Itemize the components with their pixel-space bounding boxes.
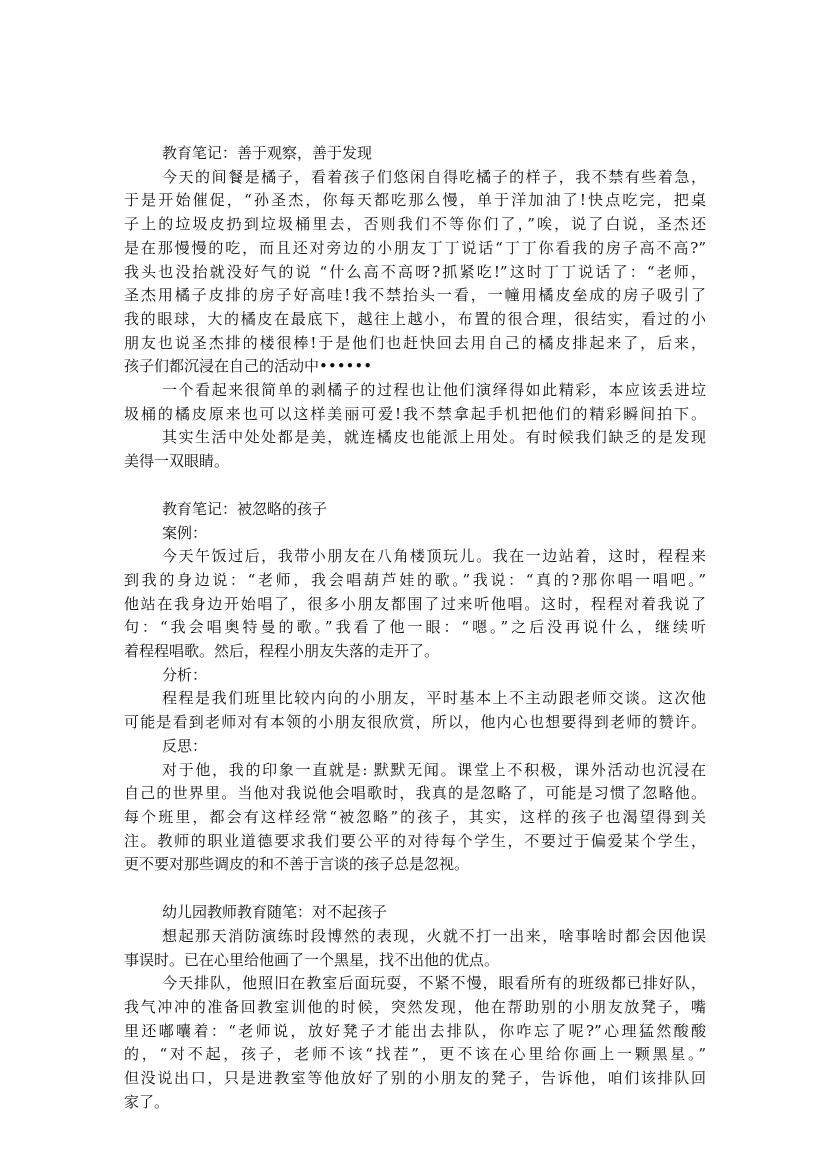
text-line: 想起那天消防演练时段博然的表现，火就不打一出来，啥事啥时都会因他误 [162, 926, 706, 945]
text-line: 案例： [162, 523, 208, 542]
text-line: 着程程唱歌。然后，程程小朋友失落的走开了。 [124, 642, 440, 661]
section-gap [124, 474, 706, 498]
text-line: 但没说出口，只是进教室等他放好了别的小朋友的凳子，告诉他，咱们该排队回 [124, 1069, 706, 1088]
text-line: 事误时。已在心里给他画了一个黑星，找不出他的优点。 [124, 950, 500, 969]
text-line: 我的眼球，大的橘皮在最底下，越往上越小，布置的很合理，很结实，看过的小 [124, 309, 706, 328]
section-gap [124, 877, 706, 901]
essay-section [124, 142, 706, 474]
text-line: 圣杰用橘子皮排的房子好高哇!我不禁抬头一看，一幢用橘皮垒成的房子吸引了 [124, 286, 706, 305]
text-line: 句：“我会唱奥特曼的歌。”我看了他一眼：“嗯。”之后没再说什么，继续听 [124, 618, 706, 637]
essay-title: 幼儿园教师教育随笔：对不起孩子 [162, 903, 388, 922]
text-line: 里还嘟囔着：“老师说，放好凳子才能出去排队，你咋忘了呢?”心理猛然酸酸 [124, 1021, 706, 1040]
text-line: 家了。 [124, 1092, 170, 1111]
document-body [124, 142, 706, 1114]
text-line: 对于他，我的印象一直就是: 默默无闻。课堂上不积极，课外活动也沉浸在 [162, 760, 706, 779]
text-line: 自己的世界里。当他对我说他会唱歌时，我真的是忽略了，可能是习惯了忽略他。 [124, 784, 706, 803]
text-line: 于是开始催促，“孙圣杰，你每天都吃那么慢，单于洋加油了!快点吃完，把桌 [124, 191, 706, 210]
text-line: 今天排队，他照旧在教室后面玩耍，不紧不慢，眼看所有的班级都已排好队， [162, 974, 706, 993]
text-line: 我头也没抬就没好气的说 “什么高不高呀?抓紧吃!”这时丁丁说话了：“老师， [124, 262, 706, 281]
text-line: 今天的间餐是橘子，看着孩子们悠闲自得吃橘子的样子，我不禁有些着急， [162, 167, 706, 186]
text-line: 每个班里，都会有这样经常“被忽略”的孩子，其实，这样的孩子也渴望得到关 [124, 807, 706, 826]
text-line: 圾桶的橘皮原来也可以这样美丽可爱!我不禁拿起手机把他们的精彩瞬间拍下。 [124, 404, 706, 423]
text-line: 孩子们都沉浸在自己的活动中•••••• [124, 357, 373, 376]
text-line: 更不要对那些调皮的和不善于言谈的孩子总是忽视。 [124, 855, 470, 874]
essay-section [124, 901, 706, 1114]
text-line: 的，“对不起，孩子，老师不该“找茬”，更不该在心里给你画上一颗黑星。” [124, 1045, 706, 1064]
text-line: 子上的垃圾皮扔到垃圾桶里去，否则我们不等你们了，”唉，说了白说，圣杰还 [124, 215, 706, 234]
essay-section [124, 498, 706, 877]
text-line: 我气冲冲的准备回教室训他的时候，突然发现，他在帮助别的小朋友放凳子，嘴 [124, 997, 706, 1016]
text-line: 其实生活中处处都是美，就连橘皮也能派上用处。有时候我们缺乏的是发现 [162, 428, 706, 447]
text-line: 分析： [162, 665, 208, 684]
text-line: 朋友也说圣杰排的楼很棒!于是他们也赶快回去用自己的橘皮排起来了，后来， [124, 333, 706, 352]
text-line: 反思： [162, 736, 208, 755]
text-line: 可能是看到老师对有本领的小朋友很欣赏，所以，他内心也想要得到老师的赞许。 [124, 713, 706, 732]
text-line: 今天午饭过后，我带小朋友在八角楼顶玩儿。我在一边站着，这时，程程来 [162, 547, 706, 566]
text-line: 美得一双眼睛。 [124, 452, 230, 471]
text-line: 到我的身边说：“老师，我会唱葫芦娃的歌。”我说：“真的?那你唱一唱吧。” [124, 570, 706, 589]
text-line: 程程是我们班里比较内向的小朋友，平时基本上不主动跟老师交谈。这次他 [162, 689, 706, 708]
text-line: 注。教师的职业道德要求我们要公平的对待每个学生，不要过于偏爱某个学生， [124, 831, 706, 850]
text-line: 他站在我身边开始唱了，很多小朋友都围了过来听他唱。这时，程程对着我说了 [124, 594, 706, 613]
text-line: 一个看起来很简单的剥橘子的过程也让他们演绎得如此精彩，本应该丢进垃 [162, 381, 706, 400]
essay-title: 教育笔记：善于观察，善于发现 [162, 144, 373, 162]
text-line: 是在那慢慢的吃，而且还对旁边的小朋友丁丁说话“丁丁你看我的房子高不高?” [124, 238, 706, 257]
essay-title: 教育笔记：被忽略的孩子 [162, 499, 328, 518]
